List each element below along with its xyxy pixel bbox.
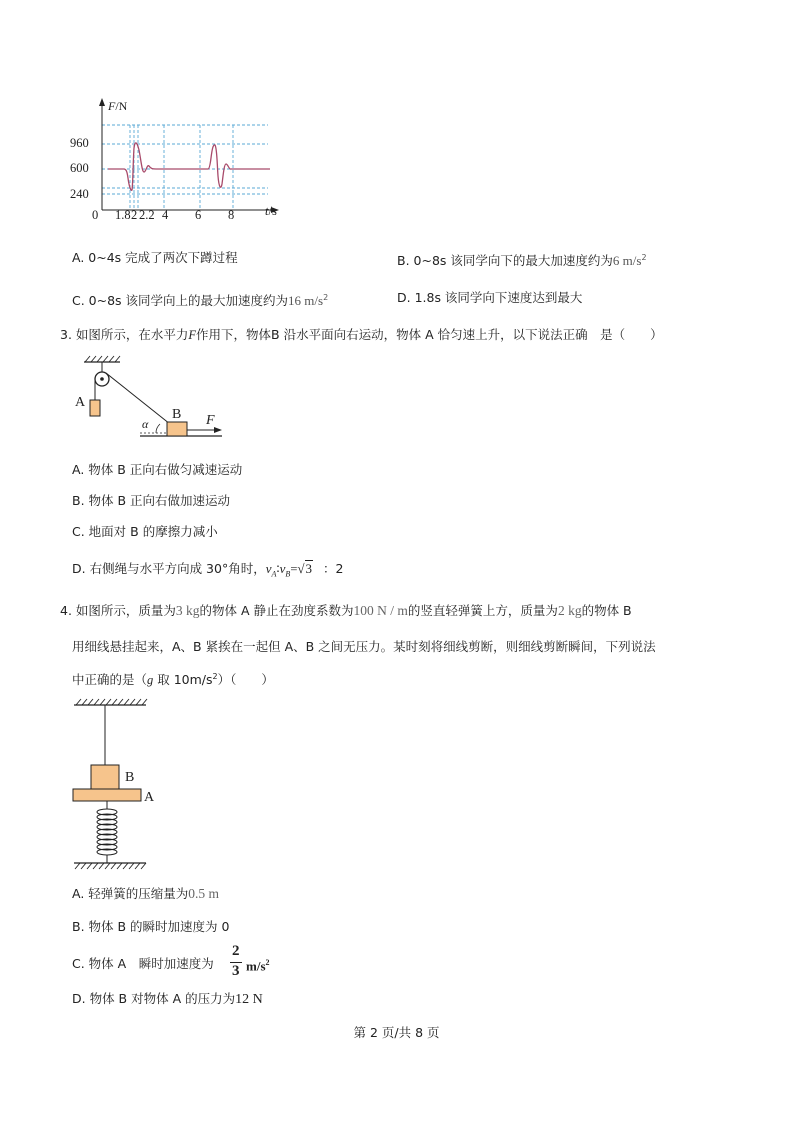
q3-vb: v: [279, 561, 286, 576]
force-time-graph: [60, 92, 300, 222]
q2-option-c: C. 0~8s 该同学向上的最大加速度约为16 $m/s^2$: [72, 293, 329, 309]
origin-label: 0: [92, 208, 99, 222]
q2-option-b-text: B. 0~8s 该同学向下的最大加速度约为: [397, 253, 613, 269]
q3-option-d: D. 右侧绳与水平方向成 30°角时，$v_A∶v_B=√3$ ：2: [72, 561, 344, 579]
q2-option-c-text: C. 0~8s 该同学向上的最大加速度约为: [72, 293, 289, 309]
q4-frac-den: 3: [232, 963, 240, 979]
y-tick-600: 600: [70, 161, 89, 175]
spring-icon: [97, 809, 117, 855]
q4-label-a: A: [144, 790, 155, 805]
page-footer: 第 2 页/共 8 页: [353, 1025, 440, 1040]
force-arrow-icon: [214, 427, 222, 433]
q2-option-d: D. 1.8s 该同学向下速度达到最大: [397, 290, 583, 305]
label-alpha: α: [142, 417, 149, 431]
q4-option-d: [72, 991, 263, 1008]
q4-g: g: [147, 673, 154, 688]
q4-label-b: B: [125, 770, 135, 785]
label-f: F: [206, 413, 215, 428]
x-tick-2: 2: [131, 208, 138, 222]
q2-option-c-value: 16 m/s: [288, 293, 324, 309]
q4-l3-a: 中正确的是（: [72, 672, 148, 688]
x-axis-title: t/s: [265, 204, 277, 218]
q4-mass-b: 2 kg: [557, 603, 582, 618]
q4-frac-num: 2: [232, 943, 240, 959]
x-tick-1.8: 1.8: [115, 208, 131, 222]
q4-frac-unit: $m/s^2$: [246, 958, 270, 974]
q4-block-b: [91, 765, 119, 789]
q4-l1-a: 4. 如图所示，质量为: [60, 603, 176, 618]
x-tick-2.2: 2.2: [139, 208, 155, 222]
q2-option-a: A. 0~4s 完成了两次下蹲过程: [72, 250, 238, 265]
q3-stem: [60, 327, 663, 343]
label-a: A: [75, 395, 86, 410]
block-b: [167, 422, 187, 436]
y-tick-960: 960: [70, 136, 89, 150]
q4-l1-b: 的物体 A 静止在劲度系数为: [199, 603, 354, 618]
q3-vb-sub: B: [285, 569, 291, 579]
q4-option-d-value: 12 N: [235, 992, 263, 1007]
q4-stem-line2: 用细线悬挂起来，A、B 紧挨在一起但 A、B 之间无压力。某时刻将细线剪断，则细线剪断瞬间，下列说法: [72, 639, 656, 654]
q3-stem-pre: 3. 如图所示，在水平力: [60, 327, 189, 342]
q3-option-d-text: D. 右侧绳与水平方向成 30°角时，: [72, 561, 266, 576]
q2-option-b-value: 6 m/s: [612, 253, 642, 269]
q4-option-a-text: A. 轻弹簧的压缩量为: [72, 886, 189, 901]
x-tick-6: 6: [195, 208, 202, 222]
q4-l3-b: 取 10m/s: [153, 672, 213, 688]
q3-ratio-end: ：2: [323, 561, 344, 576]
q3-root: 3: [305, 561, 313, 576]
label-b: B: [172, 407, 182, 422]
q4-option-c-text: C. 物体 A 瞬时加速度为: [72, 956, 214, 971]
q4-option-d-text: D. 物体 B 对物体 A 的压力为: [72, 991, 236, 1006]
force-curve: [108, 143, 270, 190]
q4-option-a-value: 0.5 m: [188, 886, 220, 901]
x-tick-8: 8: [228, 208, 235, 222]
q4-l1-d: 的物体 B: [581, 603, 632, 618]
q3-eq: =: [290, 562, 298, 576]
q3-option-a: A. 物体 B 正向右做匀减速运动: [72, 462, 243, 477]
q3-colon: ∶: [276, 562, 280, 576]
q3-option-b: B. 物体 B 正向右做加速运动: [72, 493, 231, 508]
q3-option-c: C. 地面对 B 的摩擦力减小: [72, 524, 218, 539]
q4-stem-line1: [60, 603, 632, 619]
y-tick-240: 240: [70, 187, 89, 201]
q4-option-b: B. 物体 B 的瞬时加速度为 0: [72, 919, 230, 934]
q4-spring-k: 100 N / m: [353, 603, 408, 618]
q4-l1-c: 的竖直轻弹簧上方，质量为: [407, 603, 558, 618]
q3-stem-force: F: [188, 328, 197, 342]
q4-spring-diagram: [70, 695, 170, 873]
x-tick-4: 4: [162, 208, 169, 222]
q4-l3-c: ）（ ）: [217, 672, 274, 688]
q3-stem-post: 作用下，物体B 沿水平面向右运动，物体 A 恰匀速上升，以下说法正确 是（ ）: [196, 327, 663, 342]
q3-va: v: [265, 561, 272, 576]
q3-va-sub: A: [271, 569, 277, 579]
q4-mass-a: 3 kg: [175, 603, 200, 618]
q4-option-a: [72, 886, 219, 902]
svg-text:F/N: F/N: [108, 99, 128, 113]
y-axis-letter: F: [108, 99, 116, 113]
q2-option-b: B. 0~8s 该同学向下的最大加速度约为6 $m/s^2$: [397, 253, 647, 269]
q4-plate-a: [73, 789, 141, 801]
q3-pulley-diagram: [72, 352, 232, 444]
q4-stem-line3: 中正确的是（g 取 $10m/s^2$）（ ）: [72, 672, 274, 688]
block-a: [90, 400, 100, 416]
